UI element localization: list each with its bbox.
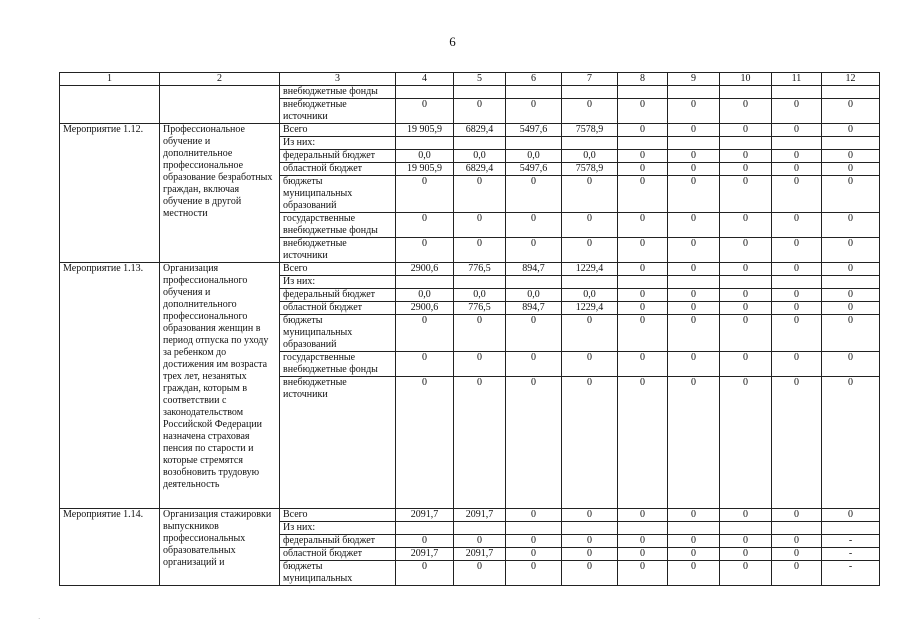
column-header: 6 [506, 73, 562, 86]
value-cell: 0,0 [396, 289, 454, 302]
source-label: федеральный бюджет [280, 535, 396, 548]
value-cell: 0 [822, 509, 880, 522]
value-cell: 0 [720, 289, 772, 302]
value-cell: 0 [562, 509, 618, 522]
source-label: государственные внебюджетные фонды [280, 352, 396, 377]
value-cell: 0 [720, 352, 772, 377]
value-cell: 0 [668, 377, 720, 509]
value-cell: 0,0 [506, 150, 562, 163]
value-cell: 0 [618, 289, 668, 302]
value-cell: 0 [720, 535, 772, 548]
value-cell [822, 86, 880, 99]
value-cell: 0 [772, 99, 822, 124]
value-cell: 0 [396, 377, 454, 509]
measure-code: Мероприятие 1.14. [60, 509, 160, 586]
value-cell: 0 [506, 99, 562, 124]
value-cell: 0 [668, 163, 720, 176]
column-header: 2 [160, 73, 280, 86]
table-row [60, 509, 880, 522]
value-cell: 5497,6 [506, 124, 562, 137]
value-cell: 0 [772, 561, 822, 586]
value-cell: 0 [618, 509, 668, 522]
value-cell [668, 522, 720, 535]
value-cell: 2900,6 [396, 263, 454, 276]
value-cell: 0 [454, 352, 506, 377]
value-cell: 0 [618, 535, 668, 548]
value-cell [506, 86, 562, 99]
value-cell: 0 [562, 315, 618, 352]
value-cell: 0 [720, 213, 772, 238]
page-number: 6 [449, 34, 456, 49]
value-cell: 0 [822, 352, 880, 377]
source-label: внебюджетные фонды [280, 86, 396, 99]
value-cell: 0 [618, 263, 668, 276]
value-cell: 0 [720, 315, 772, 352]
value-cell: 0 [618, 213, 668, 238]
budget-table [59, 72, 880, 586]
source-label: внебюджетные источники [280, 238, 396, 263]
value-cell: 0 [772, 213, 822, 238]
value-cell: 0,0 [506, 289, 562, 302]
value-cell: 776,5 [454, 263, 506, 276]
value-cell: 0 [772, 548, 822, 561]
source-label: Из них: [280, 137, 396, 150]
value-cell: 0 [772, 509, 822, 522]
value-cell: 0 [720, 163, 772, 176]
value-cell: 0 [668, 124, 720, 137]
value-cell: 0 [618, 99, 668, 124]
value-cell [562, 276, 618, 289]
value-cell: 0 [720, 509, 772, 522]
value-cell [454, 86, 506, 99]
source-label: внебюджетные источники [280, 99, 396, 124]
value-cell: 0 [506, 377, 562, 509]
column-header-row [60, 73, 880, 86]
value-cell [506, 276, 562, 289]
value-cell [822, 137, 880, 150]
value-cell [772, 86, 822, 99]
value-cell [618, 86, 668, 99]
value-cell: 0 [506, 176, 562, 213]
value-cell: 0 [668, 509, 720, 522]
value-cell: 776,5 [454, 302, 506, 315]
column-header: 4 [396, 73, 454, 86]
source-label: Всего [280, 263, 396, 276]
value-cell: 0 [618, 238, 668, 263]
measure-code: Мероприятие 1.12. [60, 124, 160, 263]
value-cell: 1229,4 [562, 263, 618, 276]
value-cell: 0,0 [454, 289, 506, 302]
value-cell: 6829,4 [454, 163, 506, 176]
value-cell [720, 137, 772, 150]
value-cell [720, 522, 772, 535]
value-cell [454, 522, 506, 535]
value-cell: 0 [454, 561, 506, 586]
value-cell: 0 [772, 289, 822, 302]
value-cell: 0 [822, 176, 880, 213]
value-cell: 0 [618, 163, 668, 176]
value-cell: 0 [668, 238, 720, 263]
value-cell: 7578,9 [562, 124, 618, 137]
value-cell: 2900,6 [396, 302, 454, 315]
value-cell [396, 86, 454, 99]
value-cell [562, 86, 618, 99]
continuation-name-cell [160, 86, 280, 124]
value-cell: 2091,7 [454, 509, 506, 522]
value-cell: 0 [772, 124, 822, 137]
value-cell: 0 [618, 352, 668, 377]
measure-name: Организация профессионального обучения и дополнительного профессионального образования женщин в период отпуска по уходу за ребенком до достижения им возраста трех лет, незанятых граждан, которым в соответствии с законодательством Российской Федерации назначена страховая пенсия по старости и которые стремятся возобновить трудовую деятельность [160, 263, 280, 509]
value-cell: 6829,4 [454, 124, 506, 137]
source-label: федеральный бюджет [280, 289, 396, 302]
value-cell: 0 [454, 238, 506, 263]
value-cell [618, 276, 668, 289]
value-cell [454, 137, 506, 150]
measure-name: Организация стажировки выпускников профессиональных образовательных организаций и [160, 509, 280, 586]
value-cell: 0 [396, 99, 454, 124]
value-cell: 0 [822, 302, 880, 315]
source-label: областной бюджет [280, 548, 396, 561]
value-cell: 0 [720, 176, 772, 213]
column-header: 11 [772, 73, 822, 86]
value-cell: 0 [618, 315, 668, 352]
value-cell: 0 [822, 315, 880, 352]
value-cell [396, 522, 454, 535]
value-cell: 0,0 [454, 150, 506, 163]
table-row [60, 86, 880, 99]
value-cell: 0 [772, 535, 822, 548]
value-cell: - [822, 561, 880, 586]
value-cell: 0 [720, 124, 772, 137]
column-header: 8 [618, 73, 668, 86]
value-cell: 0 [562, 238, 618, 263]
value-cell: 7578,9 [562, 163, 618, 176]
source-label: Из них: [280, 522, 396, 535]
value-cell [772, 522, 822, 535]
source-label: областной бюджет [280, 163, 396, 176]
value-cell: 0 [772, 302, 822, 315]
value-cell [720, 86, 772, 99]
value-cell [668, 276, 720, 289]
source-label: Всего [280, 509, 396, 522]
source-label: бюджеты муниципальных образований [280, 176, 396, 213]
value-cell: 0 [668, 561, 720, 586]
source-label: бюджеты муниципальных образований [280, 315, 396, 352]
value-cell: 0 [506, 509, 562, 522]
value-cell: 0 [772, 176, 822, 213]
source-label: внебюджетные источники [280, 377, 396, 509]
value-cell: 0 [396, 238, 454, 263]
value-cell: 0 [506, 315, 562, 352]
value-cell: 0 [618, 377, 668, 509]
value-cell: 0 [772, 315, 822, 352]
value-cell: 0 [668, 535, 720, 548]
value-cell [396, 276, 454, 289]
value-cell [720, 276, 772, 289]
table-row [60, 124, 880, 137]
value-cell: 0 [396, 315, 454, 352]
value-cell: 0 [772, 352, 822, 377]
value-cell: 0 [822, 263, 880, 276]
value-cell: 0,0 [396, 150, 454, 163]
value-cell: 0 [720, 263, 772, 276]
source-label: Всего [280, 124, 396, 137]
value-cell: 0 [454, 377, 506, 509]
scan-edge-mark: · [38, 615, 41, 623]
value-cell [562, 522, 618, 535]
value-cell: 0 [562, 213, 618, 238]
value-cell [618, 522, 668, 535]
value-cell: 0 [822, 150, 880, 163]
value-cell [822, 276, 880, 289]
source-label: федеральный бюджет [280, 150, 396, 163]
continuation-code-cell [60, 86, 160, 124]
value-cell [618, 137, 668, 150]
value-cell: 0 [562, 561, 618, 586]
source-label: бюджеты муниципальных [280, 561, 396, 586]
value-cell: 0 [772, 163, 822, 176]
value-cell: 0 [618, 561, 668, 586]
column-header: 7 [562, 73, 618, 86]
value-cell: 2091,7 [454, 548, 506, 561]
value-cell: 0 [772, 238, 822, 263]
value-cell: 0 [618, 302, 668, 315]
value-cell: 2091,7 [396, 509, 454, 522]
value-cell: 0 [506, 561, 562, 586]
value-cell: 0 [396, 352, 454, 377]
value-cell [822, 522, 880, 535]
value-cell [668, 86, 720, 99]
value-cell: 0 [668, 150, 720, 163]
value-cell: 0 [822, 377, 880, 509]
value-cell: 0 [668, 315, 720, 352]
value-cell: 894,7 [506, 263, 562, 276]
value-cell [772, 137, 822, 150]
value-cell: 0 [668, 289, 720, 302]
value-cell [562, 137, 618, 150]
source-label: Из них: [280, 276, 396, 289]
value-cell: 0 [720, 561, 772, 586]
value-cell: 0 [506, 352, 562, 377]
value-cell: 0 [454, 315, 506, 352]
value-cell: 0 [396, 535, 454, 548]
source-label: областной бюджет [280, 302, 396, 315]
value-cell [506, 137, 562, 150]
value-cell: 0 [720, 377, 772, 509]
value-cell: 5497,6 [506, 163, 562, 176]
table-body [60, 73, 880, 586]
column-header: 10 [720, 73, 772, 86]
value-cell: 0 [720, 548, 772, 561]
value-cell: 0 [454, 213, 506, 238]
source-label: государственные внебюджетные фонды [280, 213, 396, 238]
value-cell: - [822, 535, 880, 548]
value-cell: 0 [822, 238, 880, 263]
value-cell [396, 137, 454, 150]
value-cell: 0 [668, 176, 720, 213]
measure-name: Профессиональное обучение и дополнительное профессиональное образование безработных граждан, включая обучение в другой местности [160, 124, 280, 263]
table-row [60, 263, 880, 276]
value-cell: 0 [562, 535, 618, 548]
value-cell: 0 [562, 352, 618, 377]
value-cell: 0,0 [562, 150, 618, 163]
value-cell: 0 [506, 535, 562, 548]
column-header: 9 [668, 73, 720, 86]
value-cell: 0 [454, 176, 506, 213]
column-header: 1 [60, 73, 160, 86]
value-cell: 0 [562, 548, 618, 561]
value-cell [772, 276, 822, 289]
value-cell: 0 [720, 302, 772, 315]
column-header: 12 [822, 73, 880, 86]
value-cell: 0 [668, 263, 720, 276]
value-cell [668, 137, 720, 150]
value-cell: 0 [720, 238, 772, 263]
value-cell: 0 [396, 561, 454, 586]
value-cell: 0 [668, 352, 720, 377]
value-cell: 0 [454, 99, 506, 124]
value-cell [454, 276, 506, 289]
value-cell: 0 [506, 548, 562, 561]
value-cell: 894,7 [506, 302, 562, 315]
value-cell: 19 905,9 [396, 124, 454, 137]
value-cell: 1229,4 [562, 302, 618, 315]
value-cell: 0 [506, 238, 562, 263]
value-cell: 0 [772, 263, 822, 276]
value-cell [506, 522, 562, 535]
measure-code: Мероприятие 1.13. [60, 263, 160, 509]
value-cell: 0 [772, 377, 822, 509]
value-cell: 0 [668, 548, 720, 561]
value-cell: 0 [772, 150, 822, 163]
value-cell: 19 905,9 [396, 163, 454, 176]
value-cell: 0 [562, 99, 618, 124]
value-cell: 0 [720, 150, 772, 163]
value-cell: 0 [720, 99, 772, 124]
column-header: 5 [454, 73, 506, 86]
value-cell: 2091,7 [396, 548, 454, 561]
column-header: 3 [280, 73, 396, 86]
value-cell: 0 [618, 124, 668, 137]
value-cell: 0 [668, 302, 720, 315]
value-cell: 0 [668, 213, 720, 238]
value-cell: 0 [618, 150, 668, 163]
value-cell: 0 [396, 176, 454, 213]
value-cell: 0 [668, 99, 720, 124]
value-cell: 0 [822, 99, 880, 124]
value-cell: 0 [618, 548, 668, 561]
value-cell: 0 [618, 176, 668, 213]
value-cell: - [822, 548, 880, 561]
value-cell: 0 [822, 213, 880, 238]
value-cell: 0 [562, 176, 618, 213]
value-cell: 0 [822, 289, 880, 302]
value-cell: 0 [454, 535, 506, 548]
value-cell: 0,0 [562, 289, 618, 302]
value-cell: 0 [396, 213, 454, 238]
value-cell: 0 [562, 377, 618, 509]
value-cell: 0 [822, 163, 880, 176]
value-cell: 0 [506, 213, 562, 238]
value-cell: 0 [822, 124, 880, 137]
